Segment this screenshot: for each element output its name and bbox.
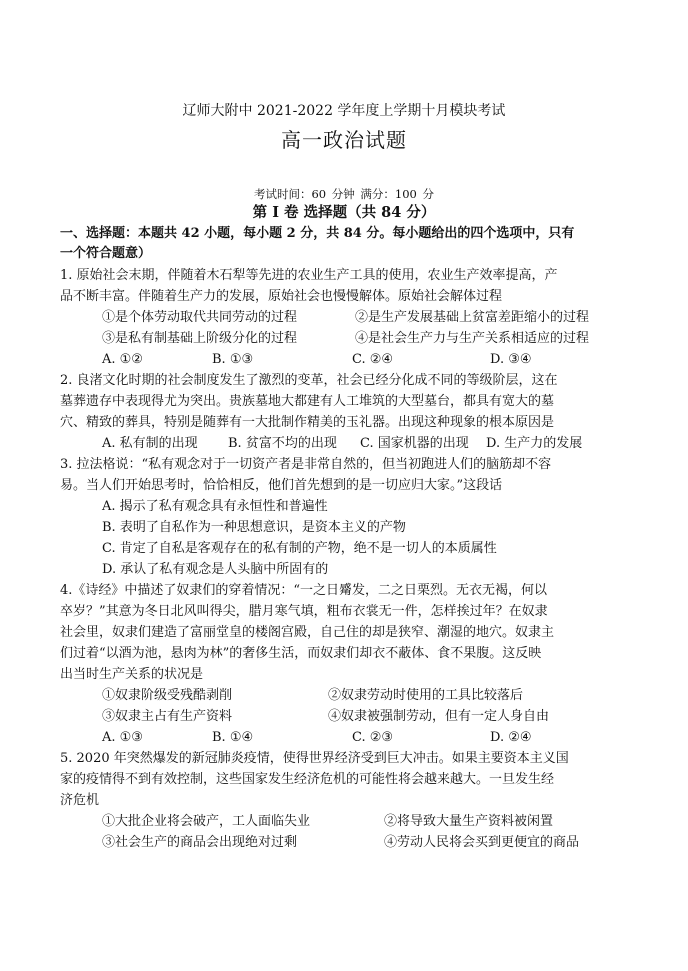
question-4-stem: 出当时生产关系的状况是 [60,667,204,682]
question-3-choice-c: C. 肯定了自私是客观存在的私有制的产物，绝不是一切人的本质属性 [102,541,497,556]
question-1-statement: ③是私有制基础上阶级分化的过程 [102,331,298,346]
question-4-stem: 4.《诗经》中描述了奴隶们的穿着情况：“一之日觱发，二之日栗烈。无衣无褐，何以 [60,583,548,598]
question-5-stem: 济危机 [60,793,100,808]
question-3-choice-a: A. 揭示了私有观念具有永恒性和普遍性 [102,499,328,514]
question-4-statement: ②奴隶劳动时使用的工具比较落后 [328,688,524,703]
question-5-statement: ②将导致大量生产资料被闲置 [384,814,554,829]
school-exam-title: 辽师大附中 2021-2022 学年度上学期十月模块考试 [182,103,506,119]
question-4-stem: 卒岁？”其意为冬日北风叫得尖，腊月寒气填，粗布衣裳无一件，怎样挨过年？在奴隶 [60,604,548,619]
question-2-choice-d: D. 生产力的发展 [486,436,583,451]
question-1-stem: 品不断丰富。伴随着生产力的发展，原始社会也慢慢解体。原始社会解体过程 [60,289,503,304]
subject-title: 高一政治试题 [281,128,407,152]
question-2-choice-a: A. 私有制的出现 [102,436,198,451]
question-1-choice-a: A. ①② [102,352,143,367]
question-1-statement: ④是社会生产力与生产关系相适应的过程 [355,331,590,346]
question-1-stem: 1. 原始社会末期，伴随着木石犁等先进的农业生产工具的使用，农业生产效率提高，产 [60,268,558,283]
question-2-choice-c: C. 国家机器的出现 [360,436,469,451]
question-1-statement: ①是个体劳动取代共同劳动的过程 [102,310,298,325]
question-1-choice-d: D. ③④ [490,352,532,367]
section-instruction: 一、选择题：本题共 42 小题，每小题 2 分，共 84 分。每小题给出的四个选项中，只有 [60,226,575,241]
question-3-stem: 易。当人们开始思考时，恰恰相反，他们首先想到的是一切应归大家。”这段话 [60,478,503,493]
question-3-choice-b: B. 表明了自私作为一种思想意识，是资本主义的产物 [102,520,406,535]
question-5-stem: 5. 2020 年突然爆发的新冠肺炎疫情，使得世界经济受到巨大冲击。如果主要资本主义国 [60,751,569,766]
question-4-statement: ①奴隶阶级受残酷剥削 [102,688,233,703]
question-2-stem: 2. 良渚文化时期的社会制度发生了激烈的变革，社会已经分化成不同的等级阶层，这在 [60,373,558,388]
question-4-choice-b: B. ①④ [212,730,254,745]
question-4-statement: ③奴隶主占有生产资料 [102,709,233,724]
section-instruction: 一个符合题意） [60,246,152,261]
part-title: 第 I 卷 选择题（共 84 分） [252,204,436,221]
question-4-choice-c: C. ②③ [352,730,394,745]
question-3-choice-d: D. 承认了私有观念是人头脑中所固有的 [102,562,329,577]
question-2-stem: 墓葬遗存中表现得尤为突出。贵族墓地大都建有人工堆筑的大型墓台，都具有宽大的墓 [60,394,555,409]
question-2-stem: 穴、精致的葬具，特别是随葬有一大批制作精美的玉礼器。出现这种现象的根本原因是 [60,415,555,430]
question-1-choice-c: C. ②④ [352,352,394,367]
question-4-stem: 社会里，奴隶们建造了富丽堂皇的楼阁宫殿，自己住的却是狭窄、潮湿的地穴。奴隶主 [60,625,555,640]
question-1-choice-b: B. ①③ [212,352,254,367]
question-1-statement: ②是生产发展基础上贫富差距缩小的过程 [355,310,590,325]
question-4-choice-d: D. ②④ [490,730,532,745]
question-4-statement: ④奴隶被强制劳动，但有一定人身自由 [328,709,550,724]
question-4-stem: 们过着“以酒为池，悬肉为林”的奢侈生活，而奴隶们却衣不蔽体、食不果腹。这反映 [60,646,542,661]
question-2-choice-b: B. 贫富不均的出现 [228,436,337,451]
question-5-stem: 家的疫情得不到有效控制，这些国家发生经济危机的可能性将会越来越大。一旦发生经 [60,772,555,787]
question-5-statement: ①大批企业将会破产，工人面临失业 [102,814,311,829]
exam-meta: 考试时间：60 分钟 满分：100 分 [253,187,435,201]
question-3-stem: 3. 拉法格说：“私有观念对于一切资产者是非常自然的，但当初跑进人们的脑筋却不容 [60,457,552,472]
question-5-statement: ④劳动人民将会买到更便宜的商品 [384,835,580,850]
question-5-statement: ③社会生产的商品会出现绝对过剩 [102,835,298,850]
question-4-choice-a: A. ①③ [102,730,143,745]
